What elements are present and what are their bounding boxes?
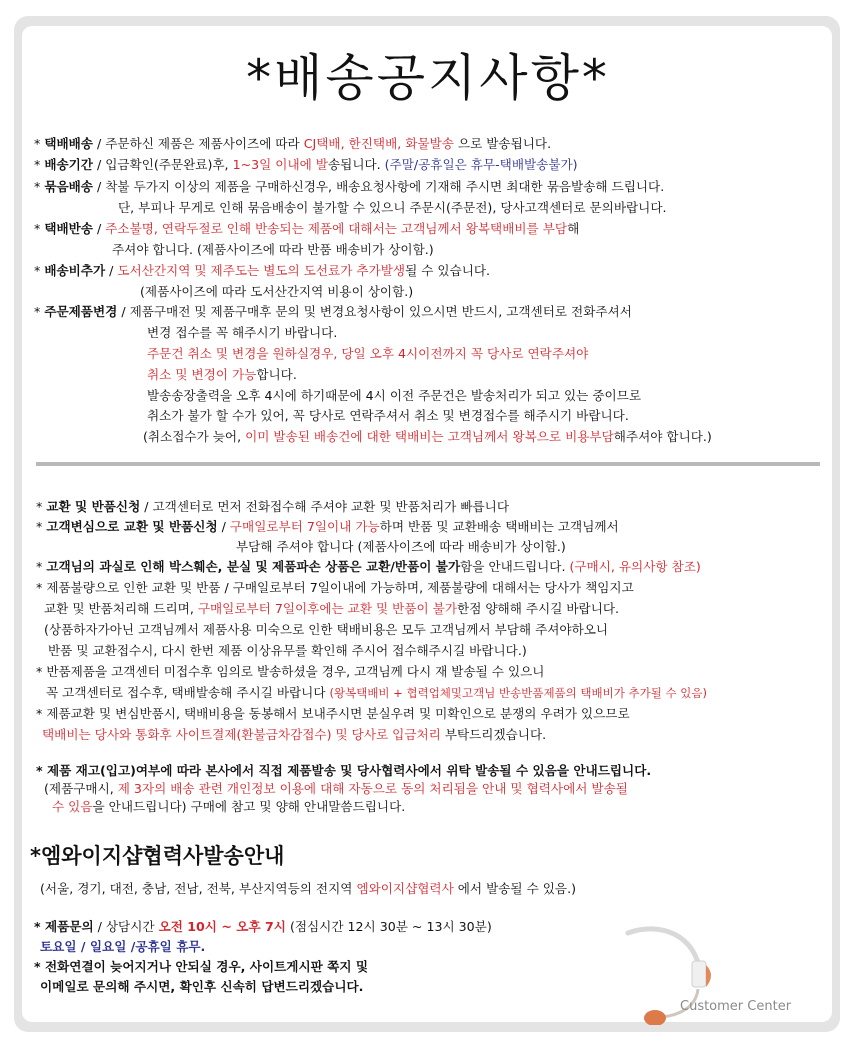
partner-heading: *엠와이지샵협력사발송안내 xyxy=(30,844,285,868)
stock-notice-line-2: (제품구매시, 제 3자의 배송 관련 개인정보 이용에 대해 자동으로 동의 처리됨을 안내 및 협력사에서 발송될 xyxy=(44,781,628,796)
section-divider xyxy=(36,462,820,466)
customer-center-label: Customer Center xyxy=(680,999,792,1014)
contact-hours: * 제품문의 / 상담시간 오전 10시 ~ 오후 7시 (점심시간 12시 30분 ~ 13시 30분) xyxy=(34,919,492,934)
contact-closed-days: 토요일 / 일요일 /공휴일 휴무. xyxy=(40,939,206,954)
order-change-cont-5: 취소가 불가 할 수가 있어, 꼭 당사로 연락주셔서 취소 및 변경접수를 해주시기 바랍니다. xyxy=(147,408,629,423)
order-change-cont-4: 발송송장출력을 오후 4시에 하기때문에 4시 이전 주문건은 발송처리가 되고 있는 중이므로 xyxy=(147,388,642,403)
shipping-item-return-cont: 주셔야 합니다. (제품사이즈에 따라 반품 배송비가 상이함.) xyxy=(112,242,434,257)
shipping-item-extra-fee-cont: (제품사이즈에 따라 도서산간지역 비용이 상이함.) xyxy=(140,284,414,299)
partner-regions: (서울, 경기, 대전, 충남, 전남, 전북, 부산지역등의 전지역 엠와이지샵협력사 에서 발송될 수 있음.) xyxy=(40,881,577,896)
order-change-cont-6: (취소접수가 늦어, 이미 발송된 배송건에 대한 택배비는 고객님께서 왕복으로 비용부담해주셔야 합니다.) xyxy=(143,429,712,444)
shipping-item-courier: * 택배배송 / 주문하신 제품은 제품사이즈에 따라 CJ택배, 한진택배, 화물발송 으로 발송됩니다. xyxy=(34,136,552,151)
returns-item-fee-enclosed: * 제품교환 및 변심반품시, 택배비용을 동봉해서 보내주시면 분실우려 및 미확인으로 분쟁의 우려가 있으므로 xyxy=(36,706,630,721)
returns-item-customer-fault: * 고객님의 과실로 인해 박스훼손, 분실 및 제품파손 상품은 교환/반품이 불가함을 안내드립니다. (구매시, 유의사항 참조) xyxy=(36,559,701,574)
returns-item-defect-cont-2: (상품하자가아닌 고객님께서 제품사용 미숙으로 인한 택배비용은 모두 고객님께서 부담해 주셔야하오니 xyxy=(44,622,609,637)
shipping-item-bundle: * 묶음배송 / 착불 두가지 이상의 제품을 구매하신경우, 배송요청사항에 기재해 주시면 최대한 묶음발송해 드립니다. xyxy=(34,179,665,194)
page-title: *배송공지사항* xyxy=(246,49,610,107)
returns-item-change-of-mind-cont: 부담해 주셔야 합니다 (제품사이즈에 따라 배송비가 상이함.) xyxy=(236,539,566,554)
contact-alt-method: * 전화연결이 늦어지거나 안되실 경우, 사이트게시판 쪽지 및 xyxy=(34,959,369,974)
order-change-cont-1: 변경 접수를 꼭 해주시기 바랍니다. xyxy=(147,325,338,340)
returns-item-defect-cont-3: 반품 및 교환접수시, 다시 한번 제품 이상유무를 확인해 주시어 접수해주시길 바랍니다.) xyxy=(48,643,527,658)
contact-alt-method-cont: 이메일로 문의해 주시면, 확인후 신속히 답변드리겠습니다. xyxy=(40,979,364,994)
order-change-cont-3: 취소 및 변경이 가능합니다. xyxy=(147,367,297,382)
returns-item-defect: * 제품불량으로 인한 교환 및 반품 / 구매일로부터 7일이내에 가능하며, 제품불량에 대해서는 당사가 책임지고 xyxy=(36,580,634,595)
returns-item-change-of-mind: * 고객변심으로 교환 및 반품신청 / 구매일로부터 7일이내 가능하며 반품 및 교환배송 택배비는 고객님께서 xyxy=(36,519,619,534)
shipping-item-extra-fee: * 배송비추가 / 도서산간지역 및 제주도는 별도의 도선료가 추가발생될 수 있습니다. xyxy=(34,263,491,278)
order-change-cont-2: 주문건 취소 및 변경을 원하실경우, 당일 오후 4시이전까지 꼭 당사로 연락주셔야 xyxy=(147,346,589,361)
shipping-item-return: * 택배반송 / 주소불명, 연락두절로 인해 반송되는 제품에 대해서는 고객님께서 왕복택배비를 부담해 xyxy=(34,221,580,236)
returns-item-unregistered-cont: 꼭 고객센터로 접수후, 택배발송해 주시길 바랍니다 (왕복택배비 + 협력업체및고객님 반송반품제품의 택배비가 추가될 수 있음) xyxy=(46,685,707,700)
returns-item-fee-enclosed-cont: 택배비는 당사와 통화후 사이트결제(환불금차감접수) 및 당사로 입금처리 부탁드리겠습니다. xyxy=(42,727,547,742)
stock-notice-main: * 제품 재고(입고)여부에 따라 본사에서 직접 제품발송 및 당사협력사에서 위탁 발송될 수 있음을 안내드립니다. xyxy=(36,763,652,778)
shipping-item-order-change: * 주문제품변경 / 제품구매전 및 제품구매후 문의 및 변경요청사항이 있으시면 반드시, 고객센터로 전화주셔서 xyxy=(34,304,632,319)
shipping-item-bundle-cont: 단, 부피나 무게로 인해 묶음배송이 불가할 수 있으니 주문시(주문전), 당사고객센터로 문의바랍니다. xyxy=(118,200,667,215)
stock-notice-line-3: 수 있음을 안내드립니다) 구매에 참고 및 양해 안내말씀드립니다. xyxy=(52,799,406,814)
returns-item-unregistered: * 반품제품을 고객센터 미접수후 임의로 발송하셨을 경우, 고객님께 다시 재 발송될 수 있으니 xyxy=(36,664,545,679)
returns-item-defect-cont-1: 교환 및 반품처리해 드리며, 구매일로부터 7일이후에는 교환 및 반품이 불가한점 양해해 주시길 바랍니다. xyxy=(44,601,620,616)
returns-item-request: * 교환 및 반품신청 / 고객센터로 먼저 전화접수해 주셔야 교환 및 반품처리가 빠릅니다 xyxy=(36,499,509,514)
shipping-item-period: * 배송기간 / 입금확인(주문완료)후, 1~3일 이내에 발송됩니다. (주말/공휴일은 휴무-택배발송불가) xyxy=(34,157,578,172)
